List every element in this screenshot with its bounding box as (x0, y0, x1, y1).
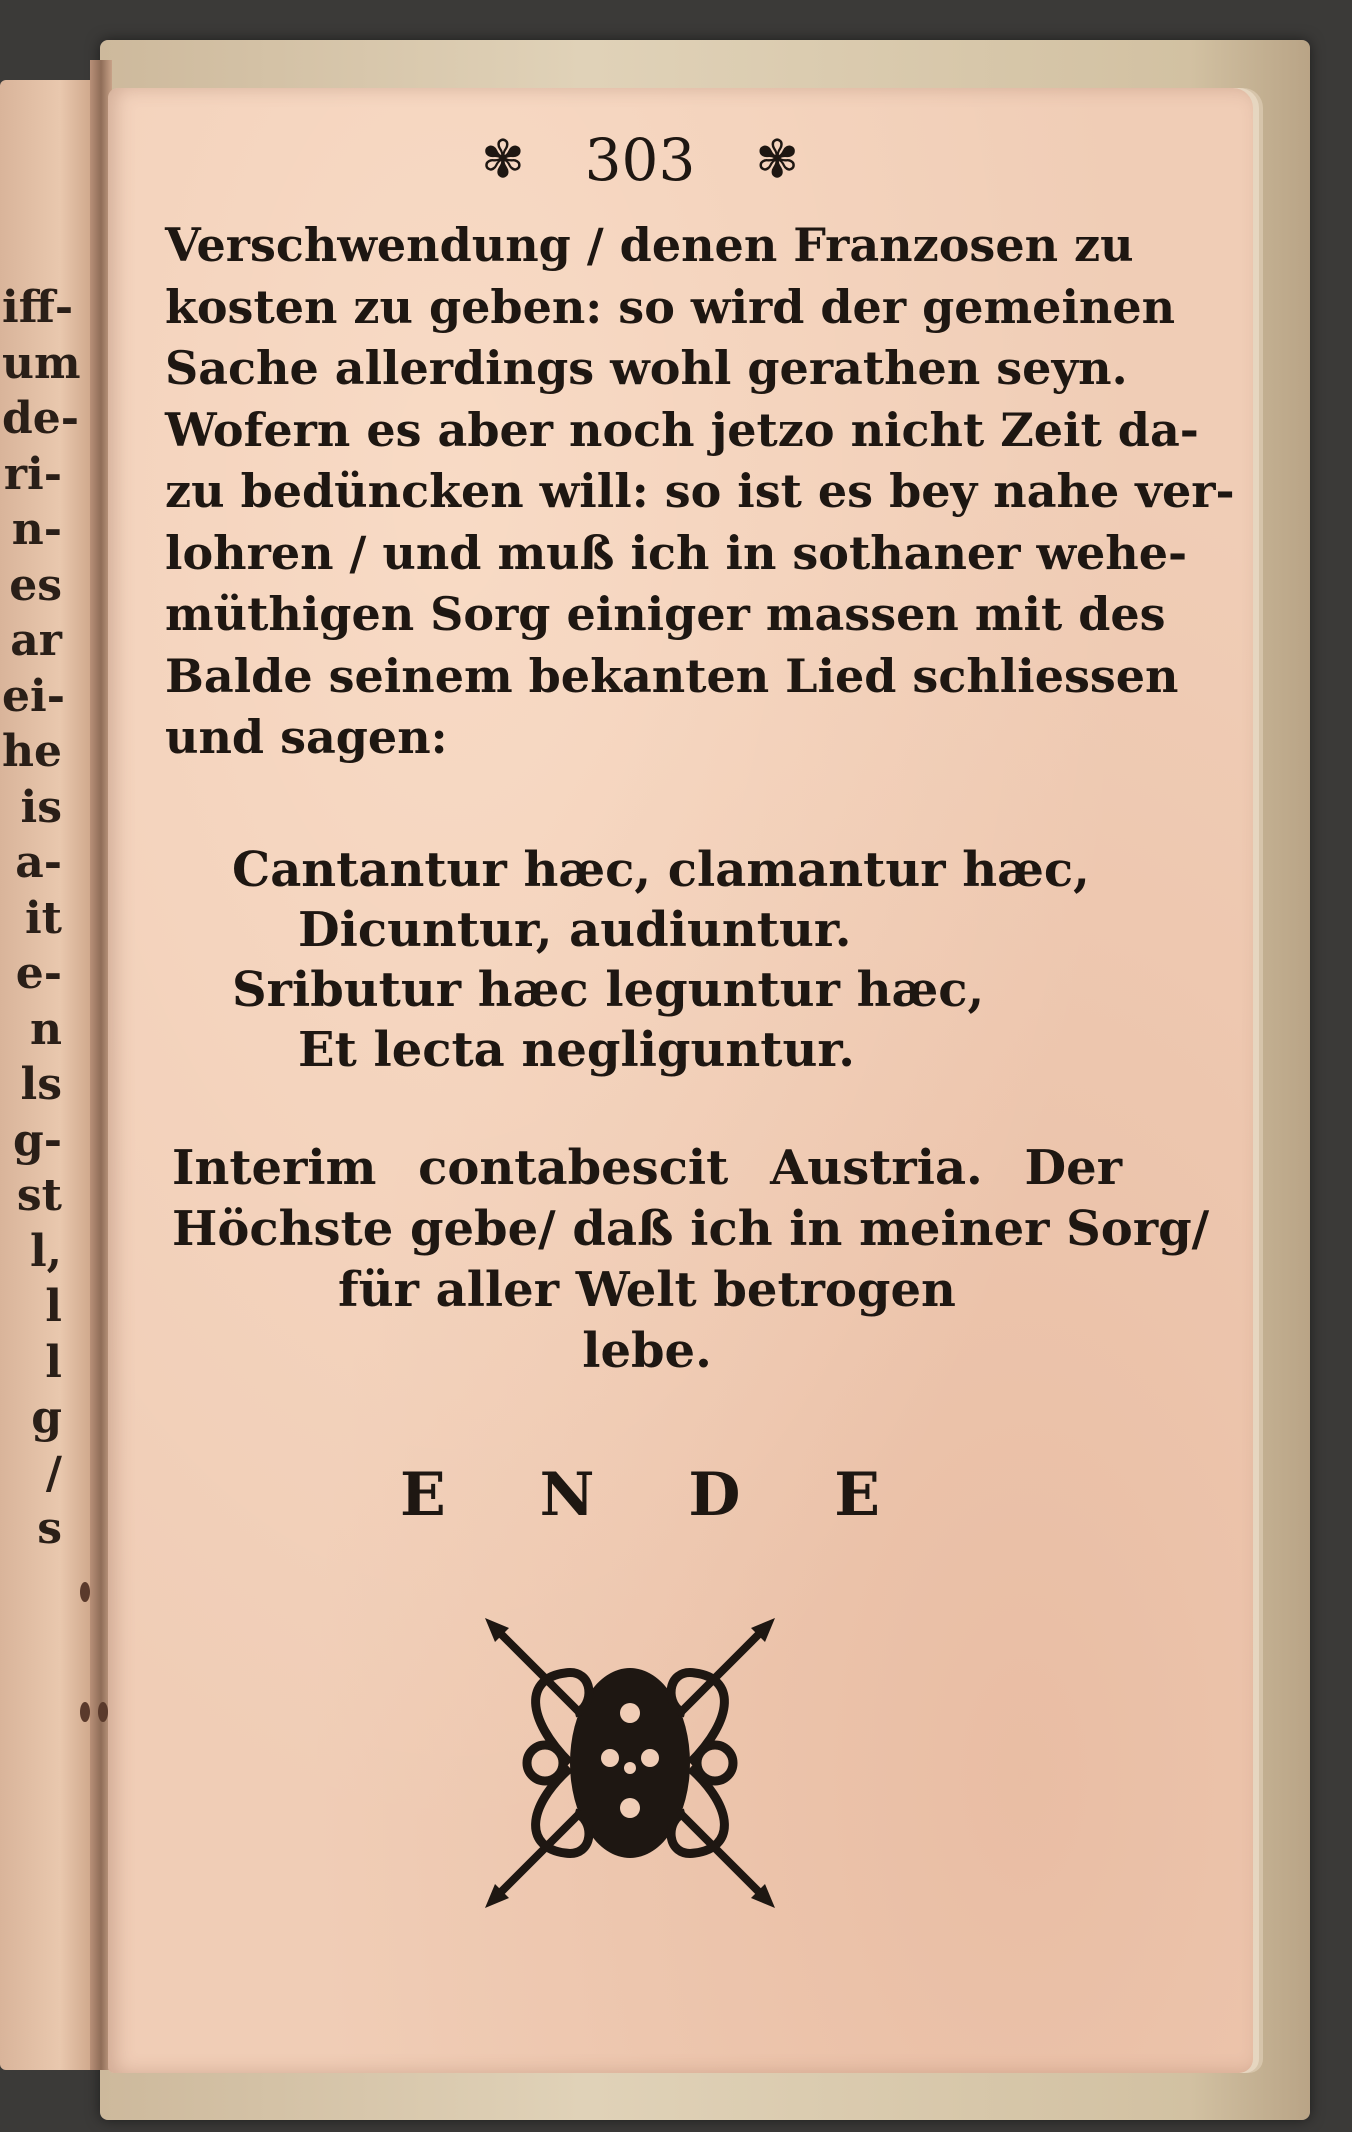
body-line: Wofern es aber noch jetzo nicht Zeit da- (165, 402, 1199, 457)
body-line: Verschwendung / denen Franzosen zu (165, 218, 1134, 272)
ende-letter: E (400, 1460, 446, 1530)
left-page-fragment: l (45, 1336, 62, 1388)
ende-letter: N (539, 1460, 595, 1530)
left-page-fragment: iff- (2, 282, 74, 333)
latin-verse (232, 840, 1132, 1080)
ende-letter: D (688, 1460, 741, 1530)
left-page-fragment: n (30, 1003, 62, 1055)
left-page-text-fragments (2, 280, 81, 1557)
verse-line: Sributur hæc leguntur hæc, (232, 962, 985, 1018)
left-page-fragment: it (24, 892, 62, 944)
left-page-fragment: l, (29, 1225, 62, 1277)
closing-line: für aller Welt betrogen (338, 1262, 956, 1318)
left-page-fragment: / (45, 1447, 62, 1499)
left-page-fragment: de- (2, 393, 80, 444)
body-line: Sache allerdings wohl gerathen seyn. (165, 341, 1128, 395)
ende-heading (400, 1460, 880, 1530)
left-page-fragment: is (20, 781, 62, 833)
body-line: müthigen Sorg einiger massen mit des (165, 587, 1166, 641)
verse-line: Dicuntur, audiuntur. (298, 902, 852, 958)
page-header (440, 120, 840, 200)
fleuron-ornament-icon (485, 1618, 775, 1908)
flower-ornament-icon: ✾ (755, 130, 799, 190)
flower-ornament-icon: ✾ (481, 130, 525, 190)
closing-line: lebe. (582, 1323, 712, 1379)
left-page-fragment: ar (10, 615, 62, 666)
closing-line: Interim contabescit Austria. Der (172, 1140, 1122, 1196)
left-page-fragment: ls (20, 1059, 62, 1110)
page-number: 303 (584, 126, 696, 194)
body-line: Balde seinem bekanten Lied schliessen (165, 648, 1179, 703)
body-line: kosten zu geben: so wird der gemeinen (165, 279, 1176, 334)
left-page-fragment: es (9, 559, 62, 611)
body-line: und sagen: (165, 710, 448, 764)
left-page-fragment: a- (15, 837, 62, 888)
left-page-fragment: st (16, 1170, 62, 1221)
ende-letter: E (834, 1460, 880, 1530)
body-line: zu bedüncken will: so ist es bey nahe ver- (165, 464, 1235, 518)
body-line: lohren / und muß ich in sothaner wehe- (165, 525, 1188, 580)
left-page-fragment: g- (12, 1114, 62, 1166)
left-page-fragment: ri- (3, 448, 62, 500)
closing-paragraph (172, 1138, 1210, 1382)
left-page-fragment: n- (11, 504, 62, 555)
left-page-fragment: um (2, 337, 81, 389)
left-page-fragment: l (45, 1281, 62, 1332)
body-paragraph (165, 215, 1235, 769)
closing-line: Höchste gebe/ daß ich in meiner Sorg/ (172, 1201, 1210, 1257)
left-page-fragment: e- (15, 948, 62, 999)
verse-line: Cantantur hæc, clamantur hæc, (232, 842, 1090, 898)
verse-line: Et lecta negliguntur. (298, 1022, 855, 1078)
left-page-fragment: ei- (2, 670, 65, 722)
left-page-fragment: g (31, 1392, 62, 1443)
left-page-edge (0, 80, 100, 2070)
left-page-fragment: s (37, 1503, 62, 1554)
left-page-fragment: he (2, 726, 62, 777)
